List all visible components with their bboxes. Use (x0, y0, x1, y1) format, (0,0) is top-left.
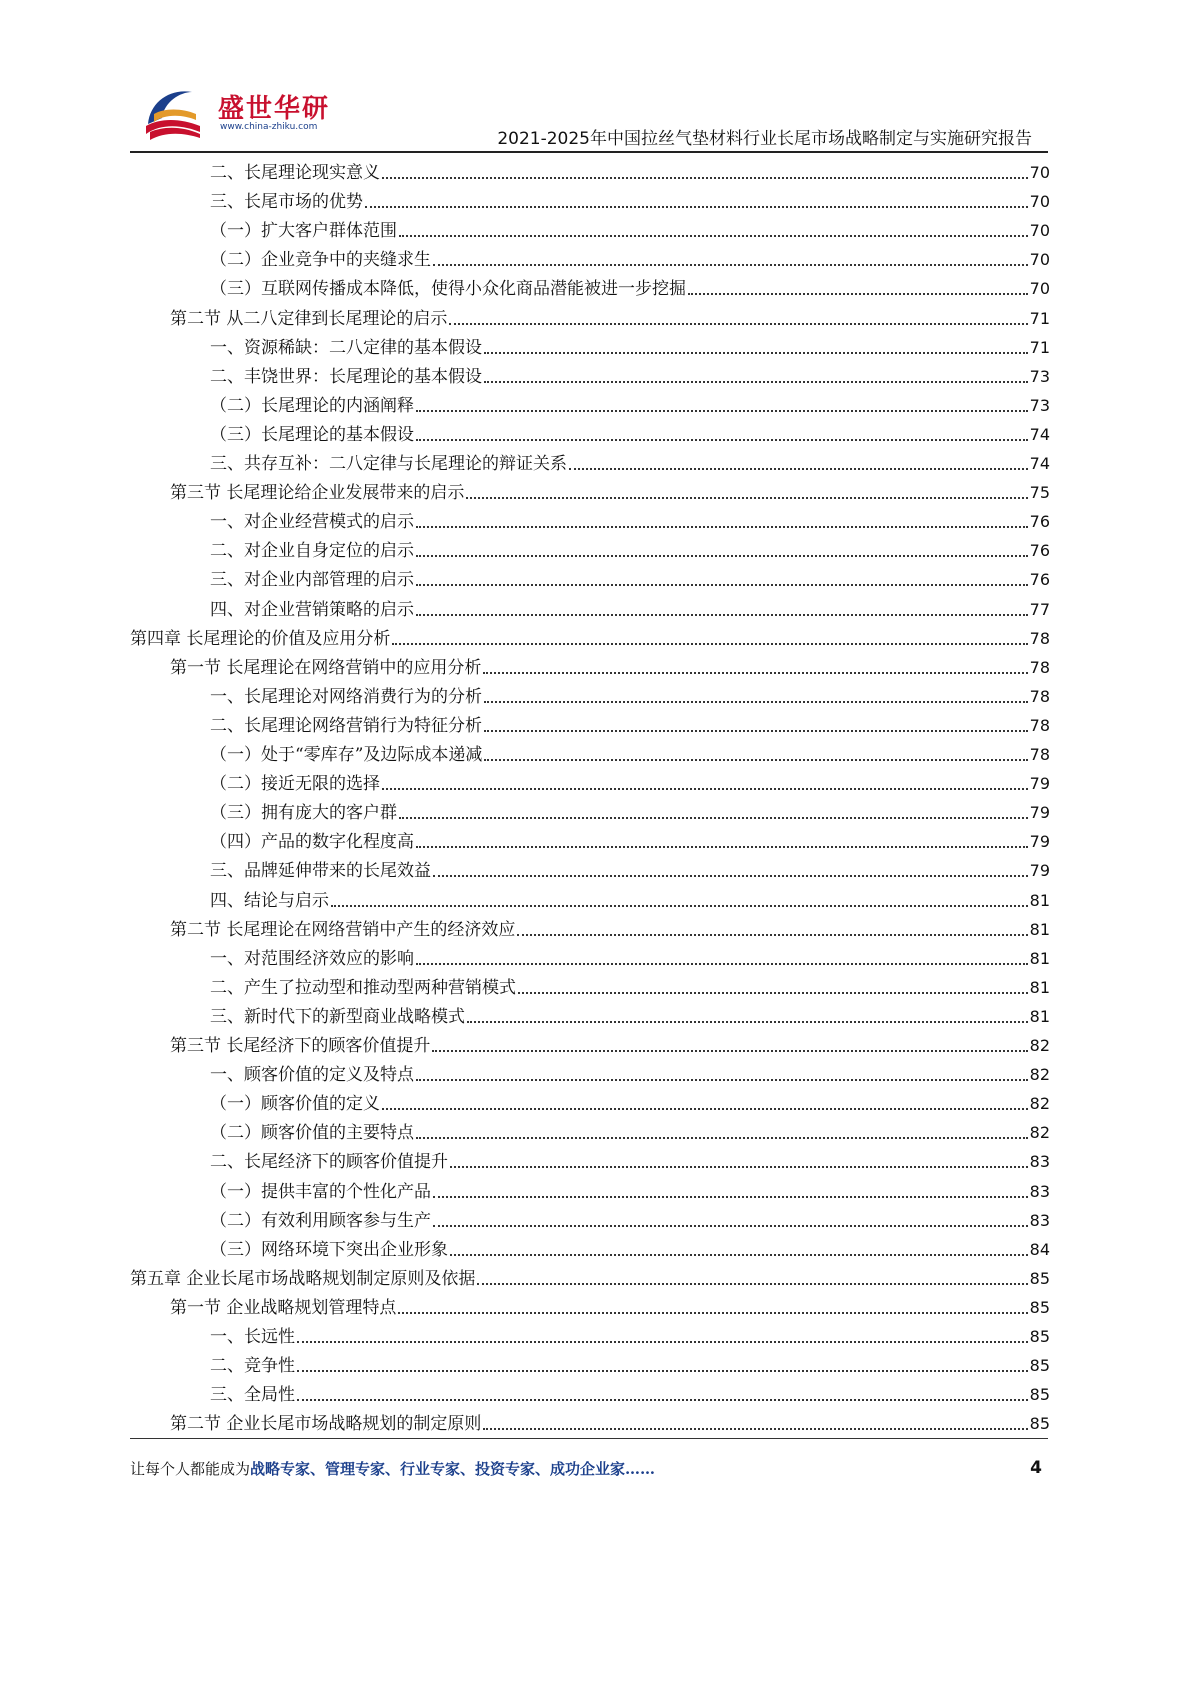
toc-entry-label: 一、对范围经济效应的影响 (210, 948, 414, 969)
toc-entry-label: 一、长远性 (210, 1327, 295, 1347)
toc-dot-leader (433, 264, 1028, 266)
toc-dot-leader (569, 468, 1028, 470)
toc-entry[interactable] (170, 1031, 1050, 1057)
toc-entry-page: 75 (1029, 483, 1050, 503)
toc-entry-page: 85 (1029, 1385, 1050, 1405)
logo-url: www.china-zhiku.com (220, 122, 318, 132)
toc-entry[interactable] (210, 1322, 1050, 1348)
toc-dot-leader (484, 381, 1028, 383)
toc-entry-page: 79 (1029, 803, 1050, 823)
toc-entry[interactable] (170, 653, 1050, 679)
toc-entry[interactable] (210, 886, 1050, 912)
toc-entry[interactable] (210, 711, 1050, 737)
toc-entry-page: 76 (1029, 570, 1050, 590)
toc-entry[interactable] (170, 915, 1050, 941)
toc-entry[interactable] (210, 1147, 1050, 1173)
toc-dot-leader (382, 788, 1028, 790)
toc-entry-page: 81 (1029, 948, 1050, 968)
toc-entry[interactable] (210, 391, 1050, 417)
toc-entry-label: 第一节 企业战略规划管理特点 (170, 1297, 397, 1318)
toc-entry[interactable] (210, 798, 1050, 824)
toc-dot-leader (297, 1341, 1028, 1343)
toc-entry[interactable] (210, 158, 1050, 184)
toc-dot-leader (484, 759, 1027, 761)
toc-dot-leader (398, 1312, 1027, 1314)
toc-entry-page: 76 (1029, 541, 1050, 561)
toc-dot-leader (433, 1196, 1028, 1198)
toc-entry[interactable] (210, 565, 1050, 591)
toc-entry-label: （一）提供丰富的个性化产品 (210, 1181, 431, 1202)
toc-entry[interactable] (210, 944, 1050, 970)
toc-dot-leader (416, 584, 1028, 586)
toc-entry-page: 85 (1029, 1297, 1050, 1317)
toc-entry-page: 70 (1029, 192, 1050, 212)
toc-entry-label: 三、新时代下的新型商业战略模式 (210, 1006, 465, 1027)
toc-dot-leader (392, 643, 1027, 645)
toc-entry-label: （一）处于“零库存”及边际成本递减 (210, 745, 483, 765)
toc-entry[interactable] (210, 245, 1050, 271)
toc-entry[interactable] (210, 973, 1050, 999)
toc-entry[interactable] (210, 1380, 1050, 1406)
toc-entry[interactable] (130, 624, 1050, 650)
toc-entry-page: 79 (1029, 832, 1050, 852)
toc-entry-label: 第二节 长尾理论在网络营销中产生的经济效应 (170, 919, 516, 940)
toc-dot-leader (517, 934, 1027, 936)
toc-entry[interactable] (210, 420, 1050, 446)
toc-entry-label: 第五章 企业长尾市场战略规划制定原则及依据 (130, 1268, 476, 1289)
toc-dot-leader (297, 1399, 1028, 1401)
toc-entry-page: 73 (1029, 366, 1050, 386)
toc-entry[interactable] (210, 1351, 1050, 1377)
toc-dot-leader (416, 963, 1028, 965)
toc-entry-label: 一、资源稀缺：二八定律的基本假设 (210, 337, 482, 358)
toc-entry-label: （二）有效利用顾客参与生产 (210, 1210, 431, 1231)
toc-entry-page: 78 (1029, 745, 1050, 764)
toc-entry-label: 二、产生了拉动型和推动型两种营销模式 (210, 977, 516, 998)
logo-emblem-icon (140, 78, 210, 142)
toc-entry-page: 85 (1029, 1414, 1050, 1434)
toc-entry[interactable] (210, 536, 1050, 562)
toc-entry-label: 四、对企业营销策略的启示 (210, 599, 414, 620)
header-divider (130, 151, 1048, 153)
toc-entry-label: 三、全局性 (210, 1385, 295, 1406)
page-footer (130, 1458, 1048, 1484)
toc-entry[interactable] (210, 1235, 1050, 1261)
toc-entry[interactable] (210, 1177, 1050, 1203)
toc-entry-label: 三、长尾市场的优势 (210, 192, 363, 213)
toc-dot-leader (416, 846, 1028, 848)
toc-dot-leader (416, 439, 1028, 441)
toc-dot-leader (518, 992, 1028, 994)
toc-entry[interactable] (210, 856, 1050, 882)
toc-entry-page: 70 (1029, 250, 1050, 270)
toc-entry-page: 74 (1029, 424, 1050, 444)
toc-entry-page: 70 (1029, 221, 1050, 241)
toc-entry-page: 85 (1029, 1327, 1050, 1346)
report-title: 2021-2025年中国拉丝气垫材料行业长尾市场战略制定与实施研究报告 (497, 129, 1032, 149)
toc-entry[interactable] (210, 1206, 1050, 1232)
toc-entry-page: 79 (1029, 861, 1050, 881)
footer-divider (130, 1438, 1048, 1439)
toc-entry-page: 83 (1029, 1210, 1050, 1230)
logo-text: 盛世华研 (218, 94, 331, 124)
toc-dot-leader (382, 1108, 1028, 1110)
toc-entry-page: 71 (1029, 308, 1050, 328)
toc-dot-leader (416, 555, 1028, 557)
toc-entry[interactable] (210, 769, 1050, 795)
company-logo (140, 78, 440, 142)
toc-entry-page: 76 (1029, 512, 1050, 532)
toc-entry-page: 78 (1029, 686, 1050, 706)
toc-entry-label: 二、竞争性 (210, 1356, 295, 1377)
toc-entry-label: 二、长尾理论现实意义 (210, 163, 380, 183)
toc-entry-page: 83 (1029, 1181, 1050, 1201)
toc-entry-label: （二）长尾理论的内涵阐释 (210, 395, 414, 416)
toc-dot-leader (432, 1050, 1027, 1052)
toc-dot-leader (450, 1166, 1028, 1168)
toc-entry-label: （二）企业竞争中的夹缝求生 (210, 250, 431, 271)
toc-entry-label: 三、对企业内部管理的启示 (210, 570, 414, 591)
toc-entry-page: 82 (1029, 1123, 1050, 1143)
toc-entry-page: 82 (1029, 1036, 1050, 1055)
toc-dot-leader (416, 1079, 1028, 1081)
toc-dot-leader (416, 614, 1028, 616)
toc-entry-page: 81 (1029, 890, 1050, 910)
toc-entry-label: 第一节 长尾理论在网络营销中的应用分析 (170, 657, 482, 678)
toc-entry-label: 四、结论与启示 (210, 890, 329, 911)
toc-entry-label: （二）顾客价值的主要特点 (210, 1123, 414, 1144)
toc-entry[interactable] (210, 216, 1050, 242)
toc-entry-label: 二、长尾理论网络营销行为特征分析 (210, 715, 482, 736)
toc-dot-leader (484, 701, 1028, 703)
toc-entry-page: 79 (1029, 774, 1050, 794)
toc-entry[interactable] (210, 1089, 1050, 1115)
toc-dot-leader (365, 206, 1028, 208)
toc-entry-label: 第四章 长尾理论的价值及应用分析 (130, 628, 391, 649)
toc-entry-label: 二、丰饶世界：长尾理论的基本假设 (210, 366, 482, 387)
toc-entry-label: 第三节 长尾理论给企业发展带来的启示 (170, 483, 465, 504)
page-number: 4 (1030, 1458, 1042, 1478)
toc-entry[interactable] (170, 478, 1050, 504)
toc-dot-leader (483, 672, 1027, 674)
toc-dot-leader (399, 235, 1028, 237)
toc-dot-leader (688, 293, 1028, 295)
page-header (130, 78, 1050, 154)
toc-entry-label: （三）网络环境下突出企业形象 (210, 1239, 448, 1260)
toc-entry-page: 78 (1029, 628, 1050, 648)
toc-entry[interactable] (170, 304, 1050, 330)
footer-slogan-highlight: 战略专家、管理专家、行业专家、投资专家、成功企业家…… (250, 1460, 656, 1478)
toc-dot-leader (450, 1254, 1028, 1256)
toc-entry-page: 82 (1029, 1094, 1050, 1114)
toc-dot-leader (297, 1370, 1028, 1372)
toc-dot-leader (484, 352, 1028, 354)
toc-entry[interactable] (210, 1002, 1050, 1028)
toc-entry[interactable] (170, 1409, 1050, 1435)
toc-entry-page: 83 (1029, 1152, 1050, 1172)
toc-entry-page: 77 (1029, 599, 1050, 619)
toc-entry-page: 71 (1029, 337, 1050, 357)
toc-entry[interactable] (210, 1118, 1050, 1144)
toc-entry[interactable] (210, 449, 1050, 475)
toc-entry-page: 81 (1029, 977, 1050, 997)
toc-entry-label: 三、品牌延伸带来的长尾效益 (210, 861, 431, 882)
toc-entry[interactable] (210, 187, 1050, 213)
toc-entry-label: 第三节 长尾经济下的顾客价值提升 (170, 1036, 431, 1056)
toc-entry-label: （二）接近无限的选择 (210, 774, 380, 795)
toc-dot-leader (483, 1428, 1027, 1430)
toc-entry-page: 82 (1029, 1065, 1050, 1085)
toc-entry[interactable] (210, 740, 1050, 766)
toc-entry-page: 81 (1029, 1006, 1050, 1026)
toc-entry[interactable] (210, 1060, 1050, 1086)
toc-dot-leader (416, 410, 1028, 412)
toc-entry[interactable] (210, 362, 1050, 388)
toc-entry[interactable] (210, 827, 1050, 853)
toc-entry-label: 二、长尾经济下的顾客价值提升 (210, 1152, 448, 1173)
toc-entry[interactable] (210, 274, 1050, 300)
toc-entry-label: 一、顾客价值的定义及特点 (210, 1065, 414, 1086)
toc-dot-leader (331, 905, 1028, 907)
toc-entry-page: 73 (1029, 395, 1050, 415)
toc-entry-page: 84 (1029, 1239, 1050, 1259)
toc-entry-label: （四）产品的数字化程度高 (210, 832, 414, 853)
toc-entry-page: 85 (1029, 1268, 1050, 1288)
footer-slogan-prefix: 让每个人都能成为 (130, 1460, 251, 1478)
toc-entry[interactable] (170, 1293, 1050, 1319)
toc-entry-label: 一、长尾理论对网络消费行为的分析 (210, 686, 482, 707)
toc-entry[interactable] (210, 507, 1050, 533)
toc-entry-page: 81 (1029, 919, 1050, 939)
toc-dot-leader (466, 497, 1027, 499)
toc-entry-label: （一）顾客价值的定义 (210, 1094, 380, 1115)
toc-entry[interactable] (210, 595, 1050, 621)
toc-entry[interactable] (130, 1264, 1050, 1290)
toc-entry-page: 78 (1029, 657, 1050, 677)
toc-dot-leader (416, 526, 1028, 528)
toc-dot-leader (449, 323, 1027, 325)
toc-entry-label: 二、对企业自身定位的启示 (210, 541, 414, 562)
toc-entry[interactable] (210, 682, 1050, 708)
toc-dot-leader (416, 1137, 1028, 1139)
toc-entry-label: （三）拥有庞大的客户群 (210, 803, 397, 824)
toc-dot-leader (382, 177, 1028, 179)
toc-dot-leader (433, 1225, 1028, 1227)
toc-entry[interactable] (210, 333, 1050, 359)
toc-entry-page: 74 (1029, 454, 1050, 473)
toc-entry-label: （三）长尾理论的基本假设 (210, 424, 414, 445)
toc-entry-label: （三）互联网传播成本降低，使得小众化商品潜能被进一步挖掘 (210, 279, 686, 300)
toc-entry-label: （一）扩大客户群体范围 (210, 221, 397, 242)
toc-entry-page: 85 (1029, 1356, 1050, 1376)
toc-entry-page: 78 (1029, 715, 1050, 735)
toc-entry-label: 三、共存互补：二八定律与长尾理论的辩证关系 (210, 454, 567, 474)
toc-entry-page: 70 (1029, 163, 1050, 182)
toc-entry-label: 第二节 从二八定律到长尾理论的启示 (170, 308, 448, 329)
toc-dot-leader (484, 730, 1028, 732)
toc-dot-leader (477, 1283, 1027, 1285)
toc-entry-page: 70 (1029, 279, 1050, 299)
toc-dot-leader (467, 1021, 1028, 1023)
toc-entry-label: 一、对企业经营模式的启示 (210, 512, 414, 533)
toc-dot-leader (433, 875, 1028, 877)
toc-dot-leader (399, 817, 1028, 819)
toc-entry-label: 第二节 企业长尾市场战略规划的制定原则 (170, 1414, 482, 1435)
